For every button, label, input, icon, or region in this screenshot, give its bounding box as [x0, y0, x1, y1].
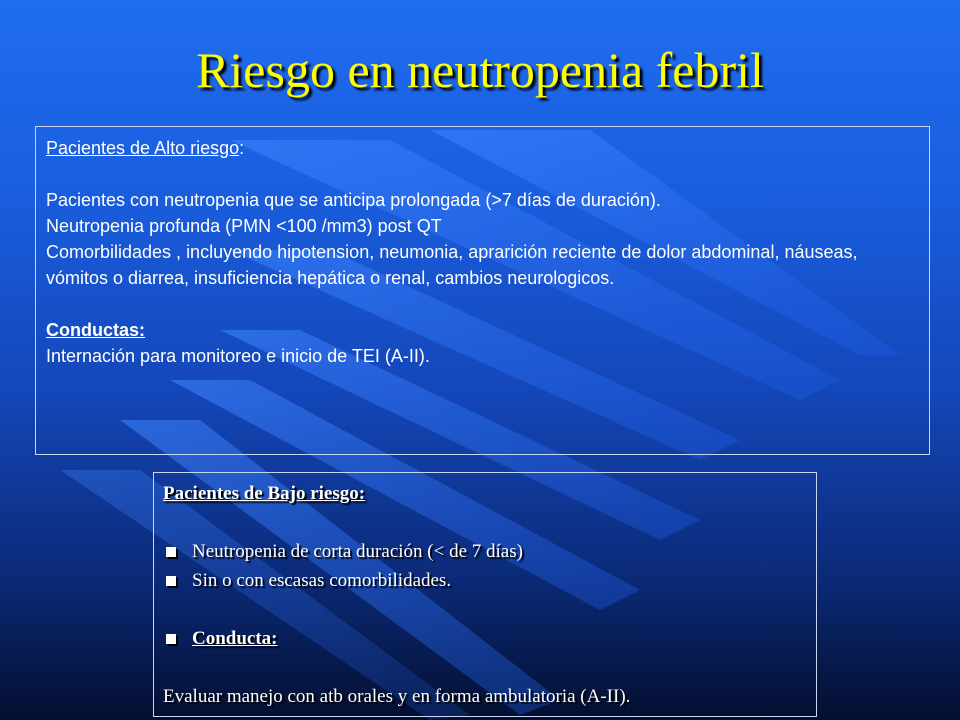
high-risk-line-2: Neutropenia profunda (PMN <100 /mm3) post QT: [46, 216, 442, 236]
conductas-label: Conductas:: [46, 320, 145, 340]
low-risk-heading-line: [163, 479, 807, 508]
slide-title: Riesgo en neutropenia febril: [196, 42, 764, 98]
low-risk-bullet-2: Sin o con escasas comorbilidades.: [192, 570, 452, 591]
high-risk-conduct-heading: [46, 317, 919, 343]
low-risk-conduct-heading: Conducta:: [192, 628, 278, 649]
high-risk-line-3: Comorbilidades , incluyendo hipotension, neumonia, aprarición reciente de dolor abdominal, náuseas, vómitos o diarrea, insuficiencia hepática o renal, cambios neurologicos.: [46, 242, 858, 288]
high-risk-heading: Pacientes de Alto riesgo: [46, 138, 240, 158]
square-bullet-icon: [166, 547, 176, 557]
high-risk-line-1: Pacientes con neutropenia que se anticipa prolongada (>7 días de duración).: [46, 190, 661, 210]
list-item: [163, 624, 807, 653]
spacer: [163, 653, 807, 682]
list-item: [163, 566, 807, 595]
spacer: [163, 508, 807, 537]
spacer: [46, 161, 919, 187]
square-bullet-icon: [166, 634, 176, 644]
high-risk-heading-colon: :: [239, 138, 245, 158]
high-risk-heading-line: [46, 135, 919, 161]
low-risk-heading: Pacientes de Bajo riesgo:: [163, 483, 366, 504]
low-risk-box: [153, 472, 817, 717]
spacer: [163, 595, 807, 624]
high-risk-conduct-text: Internación para monitoreo e inicio de TEI (A-II).: [46, 346, 430, 366]
square-bullet-icon: [166, 576, 176, 586]
low-risk-conduct-text: Evaluar manejo con atb orales y en forma ambulatoria (A-II).: [163, 686, 631, 707]
high-risk-box: [35, 126, 930, 455]
spacer: [46, 291, 919, 317]
list-item: [163, 537, 807, 566]
low-risk-bullet-1: Neutropenia de corta duración (< de 7 días): [192, 541, 523, 562]
